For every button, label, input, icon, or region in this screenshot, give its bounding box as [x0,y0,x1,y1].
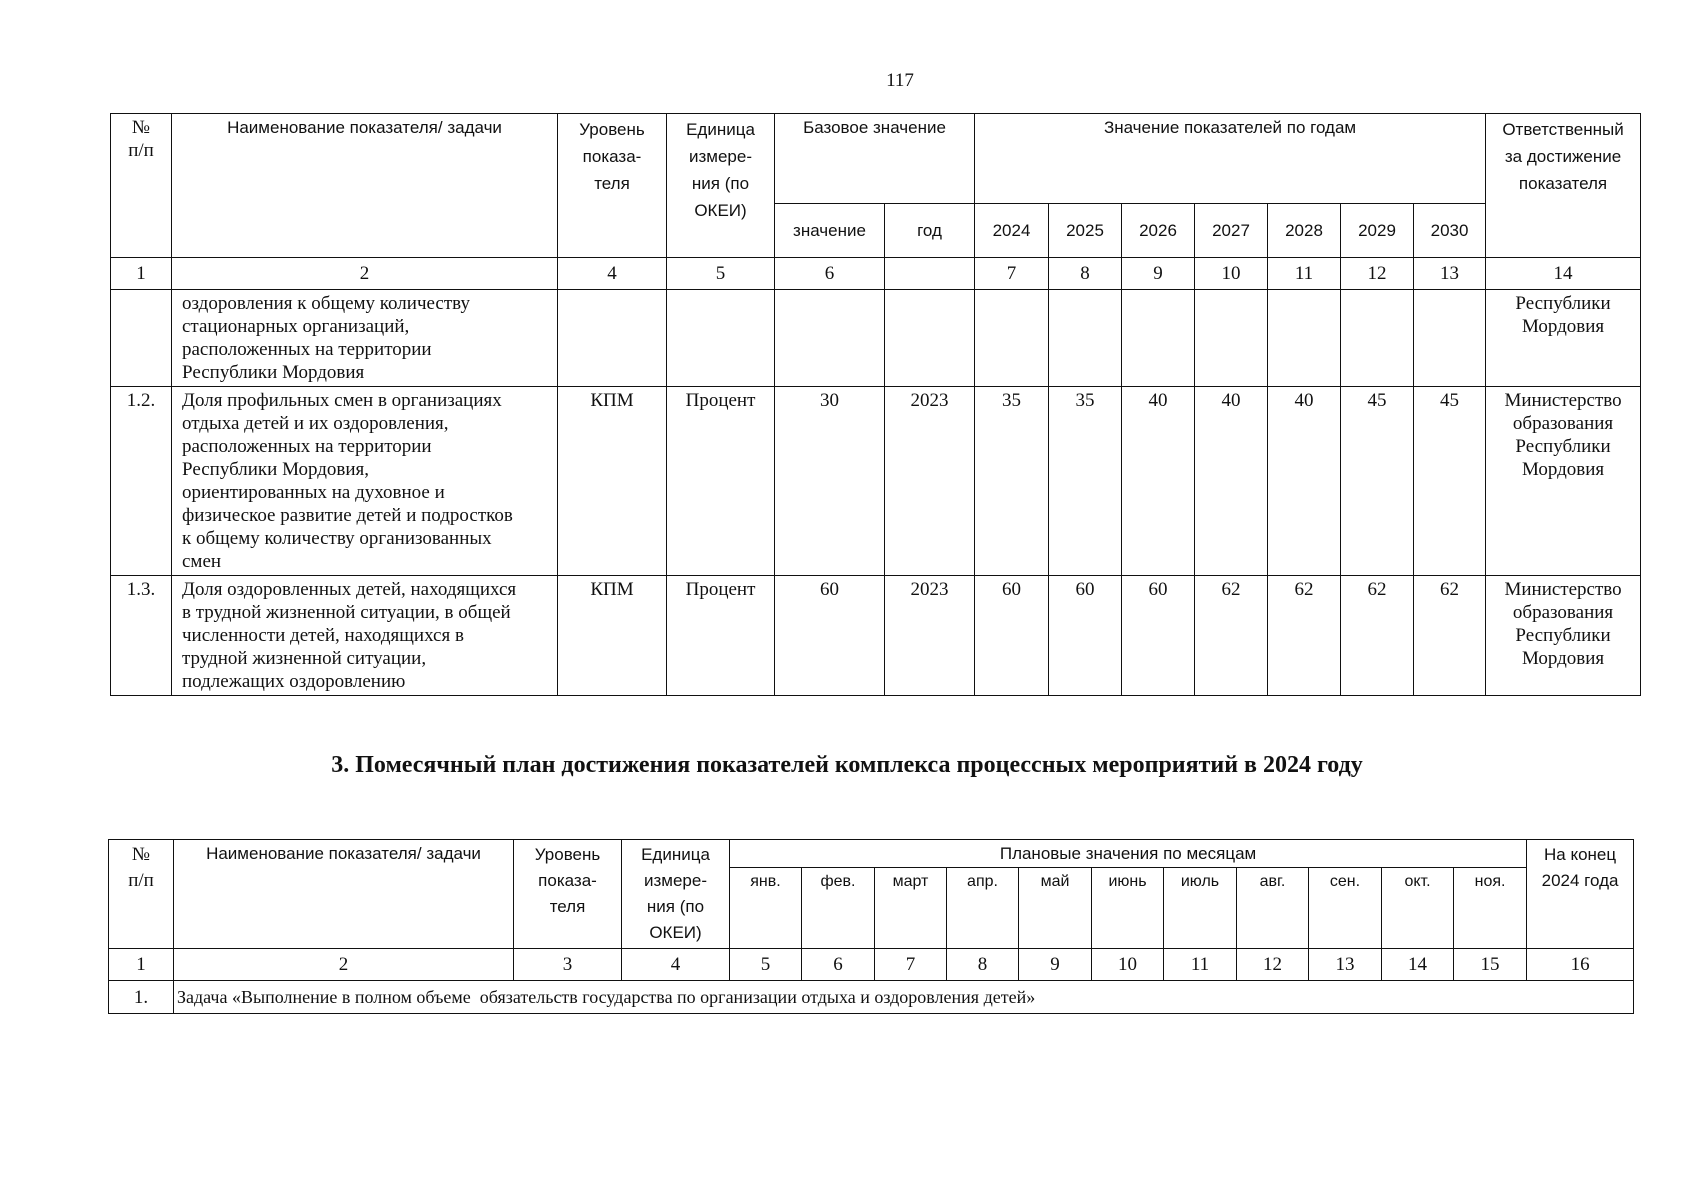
header-name: Наименование показателя/ задачи [172,114,558,258]
header-num: № п/п [109,840,174,949]
row-responsible: Министерство образования Республики Мордовия [1486,576,1641,696]
header-months-group: Плановые значения по месяцам [730,840,1527,868]
row-unit [667,290,775,387]
header-month: ноя. [1454,868,1527,949]
row-value: 35 [1049,387,1122,576]
index-cell: 7 [975,258,1049,290]
table-row [111,576,1641,696]
index-cell: 1 [111,258,172,290]
header-level: Уровень показа- теля [514,840,622,949]
row-level: КПМ [558,576,667,696]
row-value: 62 [1268,576,1341,696]
header-year: 2026 [1122,204,1195,258]
row-value: 62 [1195,576,1268,696]
row-level: КПМ [558,387,667,576]
index-cell: 9 [1019,949,1092,981]
index-cell: 6 [802,949,875,981]
header-name: Наименование показателя/ задачи [174,840,514,949]
row-value: 62 [1414,576,1486,696]
index-cell: 5 [730,949,802,981]
header-year: 2029 [1341,204,1414,258]
header-year: 2024 [975,204,1049,258]
index-cell [885,258,975,290]
row-base-year: 2023 [885,576,975,696]
row-value: 40 [1268,387,1341,576]
row-value: 60 [1049,576,1122,696]
header-end-of-year: На конец 2024 года [1527,840,1634,949]
index-cell: 14 [1382,949,1454,981]
header-base-year: год [885,204,975,258]
row-base-year [885,290,975,387]
header-year: 2028 [1268,204,1341,258]
index-cell: 5 [667,258,775,290]
index-cell: 2 [172,258,558,290]
row-value: 60 [1122,576,1195,696]
index-cell: 3 [514,949,622,981]
index-cell: 9 [1122,258,1195,290]
row-base-value: 30 [775,387,885,576]
header-month: май [1019,868,1092,949]
row-base-value: 60 [775,576,885,696]
page-number: 117 [886,70,914,91]
index-cell: 4 [622,949,730,981]
row-name: оздоровления к общему количеству стационарных организаций, расположенных на территории Республики Мордовия [172,290,558,387]
index-cell: 10 [1092,949,1164,981]
index-cell: 1 [109,949,174,981]
header-month: фев. [802,868,875,949]
index-cell: 13 [1414,258,1486,290]
row-value: 35 [975,387,1049,576]
header-month: янв. [730,868,802,949]
header-month: июнь [1092,868,1164,949]
index-cell: 8 [947,949,1019,981]
header-month: апр. [947,868,1019,949]
row-level [558,290,667,387]
row-value [1195,290,1268,387]
header-month: июль [1164,868,1237,949]
row-num: 1.2. [111,387,172,576]
header-responsible: Ответственный за достижение показателя [1486,114,1641,258]
table-row [111,290,1641,387]
header-base: Базовое значение [775,114,975,204]
index-cell: 2 [174,949,514,981]
index-cell: 7 [875,949,947,981]
header-year: 2025 [1049,204,1122,258]
index-cell: 12 [1237,949,1309,981]
index-cell: 16 [1527,949,1634,981]
task-text: Задача «Выполнение в полном объеме обязательств государства по организации отдыха и оздоровления детей» [174,981,1634,1014]
row-base-value [775,290,885,387]
row-unit: Процент [667,387,775,576]
header-month: сен. [1309,868,1382,949]
index-cell: 11 [1164,949,1237,981]
header-level: Уровень показа- теля [558,114,667,258]
index-cell: 15 [1454,949,1527,981]
row-responsible: Министерство образования Республики Мордовия [1486,387,1641,576]
header-year: 2027 [1195,204,1268,258]
row-value [1049,290,1122,387]
task-num: 1. [109,981,174,1014]
index-cell: 8 [1049,258,1122,290]
row-name: Доля профильных смен в организациях отдыха детей и их оздоровления, расположенных на территории Республики Мордовия, ориентированных на духовное и физическое развитие детей и подростков к общему количеству организованных смен [172,387,558,576]
row-unit: Процент [667,576,775,696]
monthly-plan-table [108,839,1634,1014]
row-value [1268,290,1341,387]
header-base-value: значение [775,204,885,258]
row-value [1414,290,1486,387]
index-cell: 12 [1341,258,1414,290]
header-month: окт. [1382,868,1454,949]
section-title: 3. Помесячный план достижения показателей комплекса процессных мероприятий в 2024 году [331,752,1363,778]
row-value [1341,290,1414,387]
row-responsible: Республики Мордовия [1486,290,1641,387]
header-unit: Единица измере- ния (по ОКЕИ) [667,114,775,258]
row-value: 40 [1195,387,1268,576]
header-month: март [875,868,947,949]
index-cell: 4 [558,258,667,290]
index-cell: 10 [1195,258,1268,290]
table-row [111,387,1641,576]
header-year: 2030 [1414,204,1486,258]
header-month: авг. [1237,868,1309,949]
index-cell: 6 [775,258,885,290]
row-name: Доля оздоровленных детей, находящихся в трудной жизненной ситуации, в общей численности детей, находящихся в трудной жизненной ситуации, подлежащих оздоровлению [172,576,558,696]
row-value: 60 [975,576,1049,696]
row-value: 45 [1414,387,1486,576]
index-cell: 11 [1268,258,1341,290]
row-value: 45 [1341,387,1414,576]
indicators-table [110,113,1641,696]
index-cell: 13 [1309,949,1382,981]
header-years-group: Значение показателей по годам [975,114,1486,204]
row-num: 1.3. [111,576,172,696]
header-unit: Единица измере- ния (по ОКЕИ) [622,840,730,949]
row-value: 40 [1122,387,1195,576]
row-value [1122,290,1195,387]
row-base-year: 2023 [885,387,975,576]
task-row [109,981,1634,1014]
row-value [975,290,1049,387]
header-num: № п/п [111,114,172,258]
row-value: 62 [1341,576,1414,696]
row-num [111,290,172,387]
index-cell: 14 [1486,258,1641,290]
